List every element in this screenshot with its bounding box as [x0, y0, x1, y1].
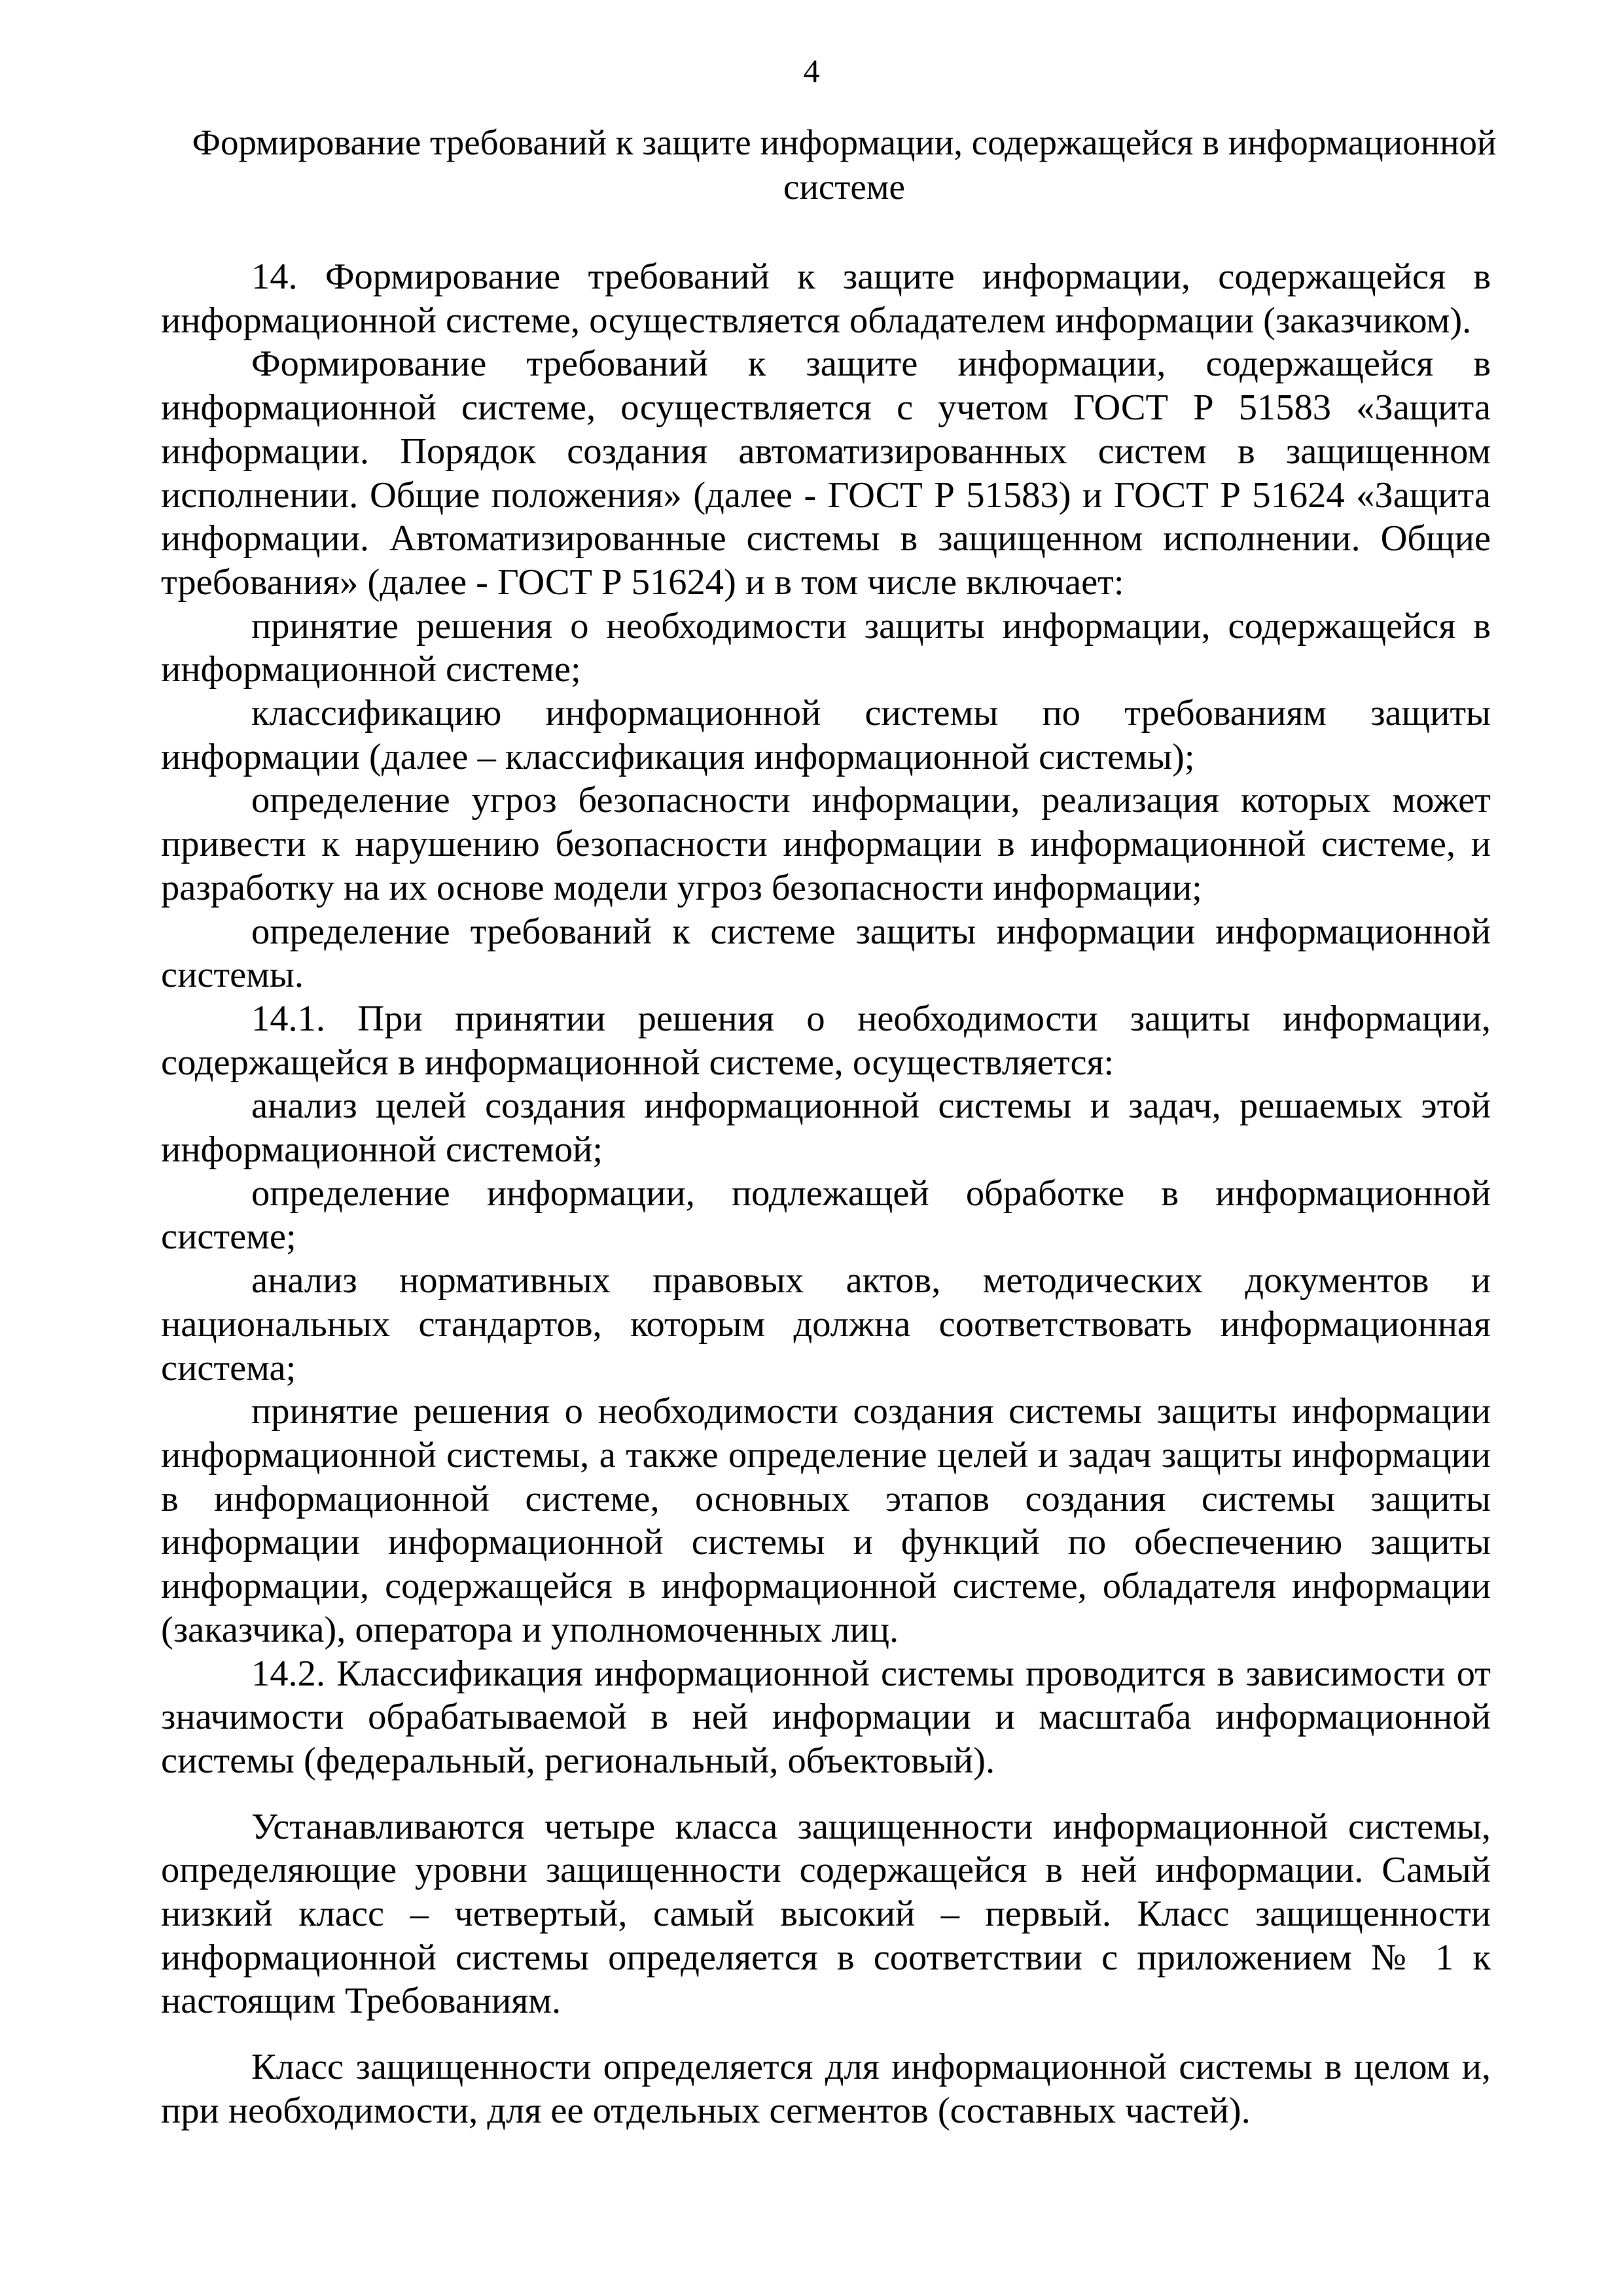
- list-item-information-definition: определение информации, подлежащей обработке в информационной системе;: [161, 1173, 1491, 1258]
- paragraph-class-scope: Класс защищенности определяется для информационной системы в целом и, при необходимости, для ее отдельных сегментов (составных частей).: [161, 2047, 1491, 2131]
- paragraph-protection-classes: Устанавливаются четыре класса защищенности информационной системы, определяющие уровни защищенности содержащейся в ней информации. Самый низкий класс – четвертый, самый высокий – первый. Класс защищенности информационной системы определяется в соответствии с приложением № 1 к настоящим Требованиям.: [161, 1806, 1491, 2022]
- list-item-threats: определение угроз безопасности информации, реализация которых может привести к нарушению безопасности информации в информационной системе, и разработку на их основе модели угроз безопасности информации;: [161, 780, 1491, 908]
- list-item-requirements: определение требований к системе защиты информации информационной системы.: [161, 911, 1491, 996]
- list-item-goals-analysis: анализ целей создания информационной системы и задач, решаемых этой информационной системой;: [161, 1086, 1491, 1171]
- list-item-classification: классификацию информационной системы по требованиям защиты информации (далее – классификация информационной системы);: [161, 693, 1491, 777]
- paragraph-14-2: 14.2. Классификация информационной системы проводится в зависимости от значимости обрабатываемой в ней информации и масштаба информационной системы (федеральный, региональный, объектовый).: [161, 1653, 1491, 1781]
- list-item-normative-analysis: анализ нормативных правовых актов, методических документов и национальных стандартов, которым должна соответствовать информационная система;: [161, 1260, 1491, 1388]
- section-title: Формирование требований к защите информации, содержащейся в информационной системе: [192, 122, 1497, 207]
- paragraph-14-1: 14.1. При принятии решения о необходимости защиты информации, содержащейся в информационной системе, осуществляется:: [161, 998, 1491, 1083]
- page-number: 4: [803, 52, 820, 89]
- document-body: [161, 255, 1491, 2133]
- paragraph-gost-basis: Формирование требований к защите информации, содержащейся в информационной системе, осуществляется с учетом ГОСТ Р 51583 «Защита информации. Порядок создания автоматизированных систем в защищенном исполнении. Общие положения» (далее - ГОСТ Р 51583) и ГОСТ Р 51624 «Защита информации. Автоматизированные системы в защищенном исполнении. Общие требования» (далее - ГОСТ Р 51624) и в том числе включает:: [161, 344, 1491, 603]
- paragraph-14: 14. Формирование требований к защите информации, содержащейся в информационной системе, осуществляется обладателем информации (заказчиком).: [161, 256, 1491, 341]
- list-item-protection-decision: принятие решения о необходимости создания системы защиты информации информационной системы, а также определение целей и задач защиты информации в информационной системе, основных этапов создания системы защиты информации информационной системы и функций по обеспечению защиты информации, содержащейся в информационной системе, обладателя информации (заказчика), оператора и уполномоченных лиц.: [161, 1391, 1491, 1650]
- list-item-decision: принятие решения о необходимости защиты информации, содержащейся в информационной системе;: [161, 605, 1491, 690]
